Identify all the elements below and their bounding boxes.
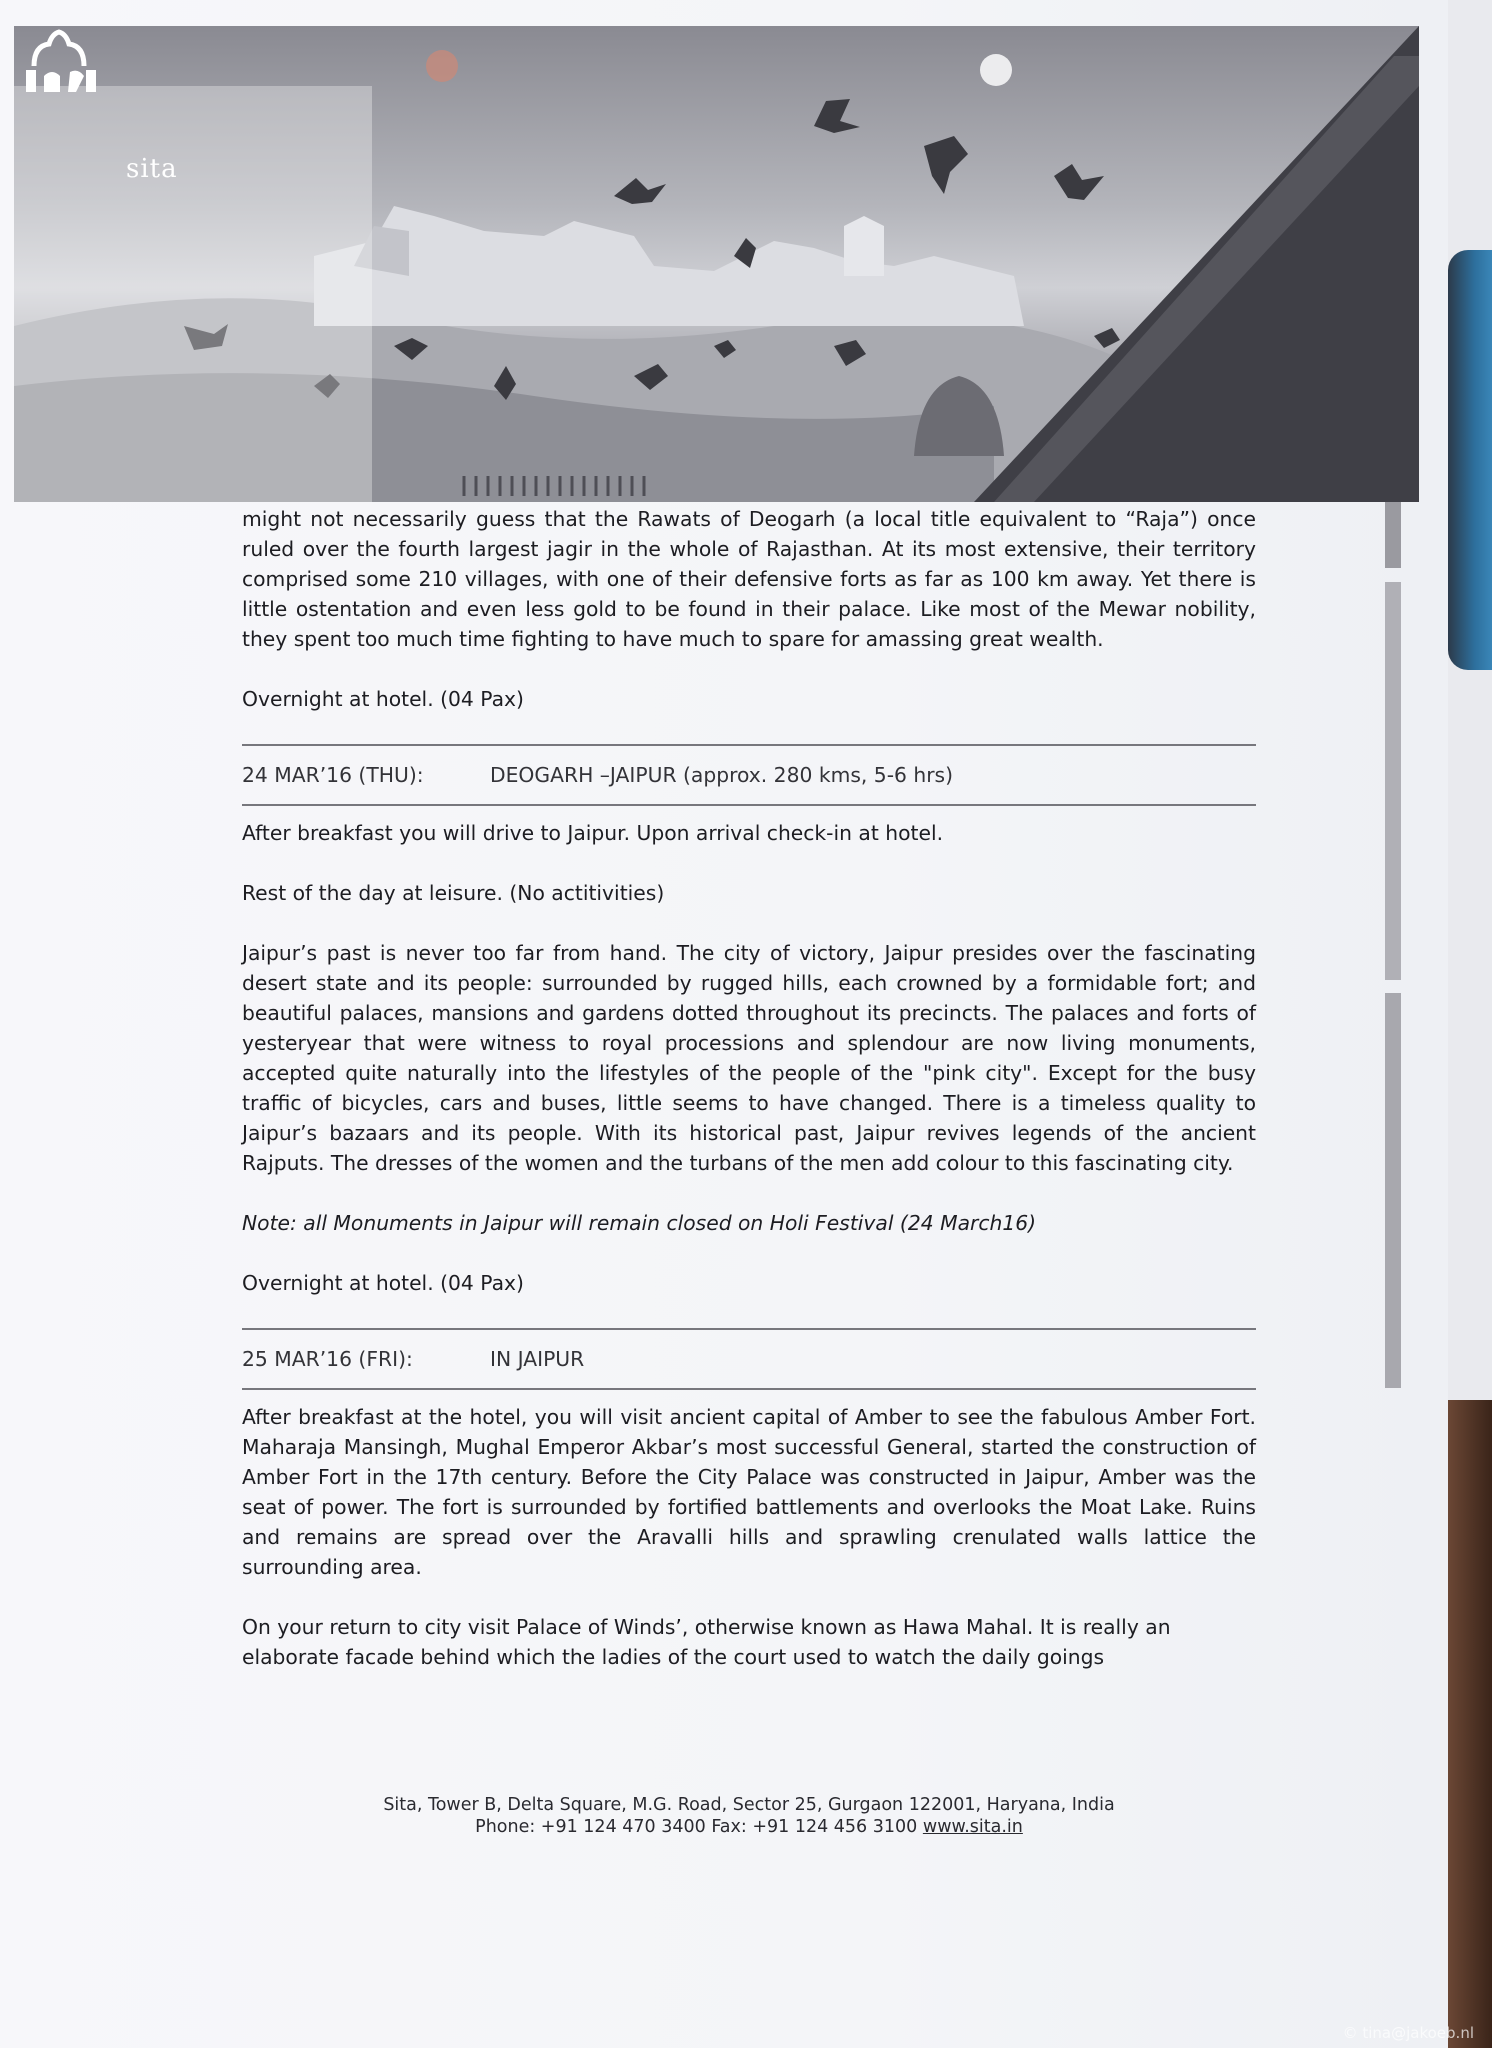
day1-paragraph-arrival: After breakfast you will drive to Jaipur. Upon arrival check-in at hotel. bbox=[242, 821, 944, 845]
logo-panel bbox=[14, 86, 372, 502]
day-date: 25 MAR’16 (FRI): bbox=[242, 1347, 413, 1371]
day-route: IN JAIPUR bbox=[490, 1347, 585, 1371]
day-date: 24 MAR’16 (THU): bbox=[242, 763, 424, 787]
footer-website-link[interactable]: www.sita.in bbox=[922, 1817, 1023, 1837]
day1-paragraph-leisure: Rest of the day at leisure. (No actitivities) bbox=[242, 881, 665, 905]
day-header-24-mar bbox=[242, 746, 1256, 804]
photo-watermark: © tina@jakoeb.nl bbox=[1342, 2024, 1474, 2042]
intro-paragraph: might not necessarily guess that the Rawats of Deogarh (a local title equivalent to “Raja”) once ruled over the fourth largest jagir in the whole of Rajasthan. At its most extensive, their territory comprised some 210 villages, with one of their defensive forts as far as 100 km away. Yet there is little ostentation and even less gold to be found in their palace. Like most of the Mewar nobility, they spent too much time fighting to have much to spare for amassing great wealth. bbox=[242, 507, 1256, 651]
day1-overnight: Overnight at hotel. (04 Pax) bbox=[242, 1271, 524, 1295]
day2-paragraph-hawa-mahal: On your return to city visit Palace of Winds’, otherwise known as Hawa Mahal. It is really an elaborate facade behind which the ladies of the court used to watch the daily goings bbox=[242, 1615, 1171, 1669]
background-hand bbox=[1448, 1400, 1492, 2048]
scan-edge-strip bbox=[1385, 993, 1401, 1388]
background-fabric bbox=[1448, 250, 1492, 670]
brand-logo-text: sita bbox=[126, 154, 178, 184]
scan-edge-strip bbox=[1385, 582, 1401, 980]
day-route: DEOGARH –JAIPUR (approx. 280 kms, 5-6 hrs) bbox=[490, 763, 954, 787]
page-footer bbox=[242, 1794, 1256, 1838]
sita-logo-icon bbox=[14, 26, 104, 96]
day1-paragraph-jaipur: Jaipur’s past is never too far from hand. The city of victory, Jaipur presides over the fascinating desert state and its people: surrounded by rugged hills, each crowned by a formidable fort; and beautiful palaces, mansions and gardens dotted throughout its precincts. The palaces and forts of yesteryear that were witness to royal processions and splendour are now living monuments, accepted quite naturally into the lifestyles of the people of the "pink city". Except for the busy traffic of bicycles, cars and buses, little seems to have changed. There is a timeless quality to Jaipur’s bazaars and its people. With its historical past, Jaipur revives legends of the ancient Rajputs. The dresses of the women and the turbans of the men add colour to this fascinating city. bbox=[242, 941, 1256, 1175]
header-banner-photo bbox=[14, 26, 1419, 502]
footer-address: Sita, Tower B, Delta Square, M.G. Road, Sector 25, Gurgaon 122001, Haryana, India bbox=[383, 1795, 1115, 1815]
footer-phone-fax: Phone: +91 124 470 3400 Fax: +91 124 456 3100 bbox=[475, 1817, 918, 1837]
footer-contact bbox=[242, 1816, 1256, 1838]
holi-note: Note: all Monuments in Jaipur will remain closed on Holi Festival (24 March16) bbox=[242, 1211, 1037, 1235]
day2-paragraph-amber: After breakfast at the hotel, you will visit ancient capital of Amber to see the fabulous Amber Fort. Maharaja Mansingh, Mughal Emperor Akbar’s most successful General, started the construction of Amber Fort in the 17th century. Before the City Palace was constructed in Jaipur, Amber was the seat of power. The fort is surrounded by fortified battlements and overlooks the Moat Lake. Ruins and remains are spread over the Aravalli hills and sprawling crenulated walls lattice the surrounding area. bbox=[242, 1405, 1256, 1579]
itinerary-body bbox=[242, 504, 1256, 1672]
intro-overnight: Overnight at hotel. (04 Pax) bbox=[242, 687, 524, 711]
scan-edge-strip bbox=[1385, 500, 1401, 568]
day-header-25-mar bbox=[242, 1330, 1256, 1388]
